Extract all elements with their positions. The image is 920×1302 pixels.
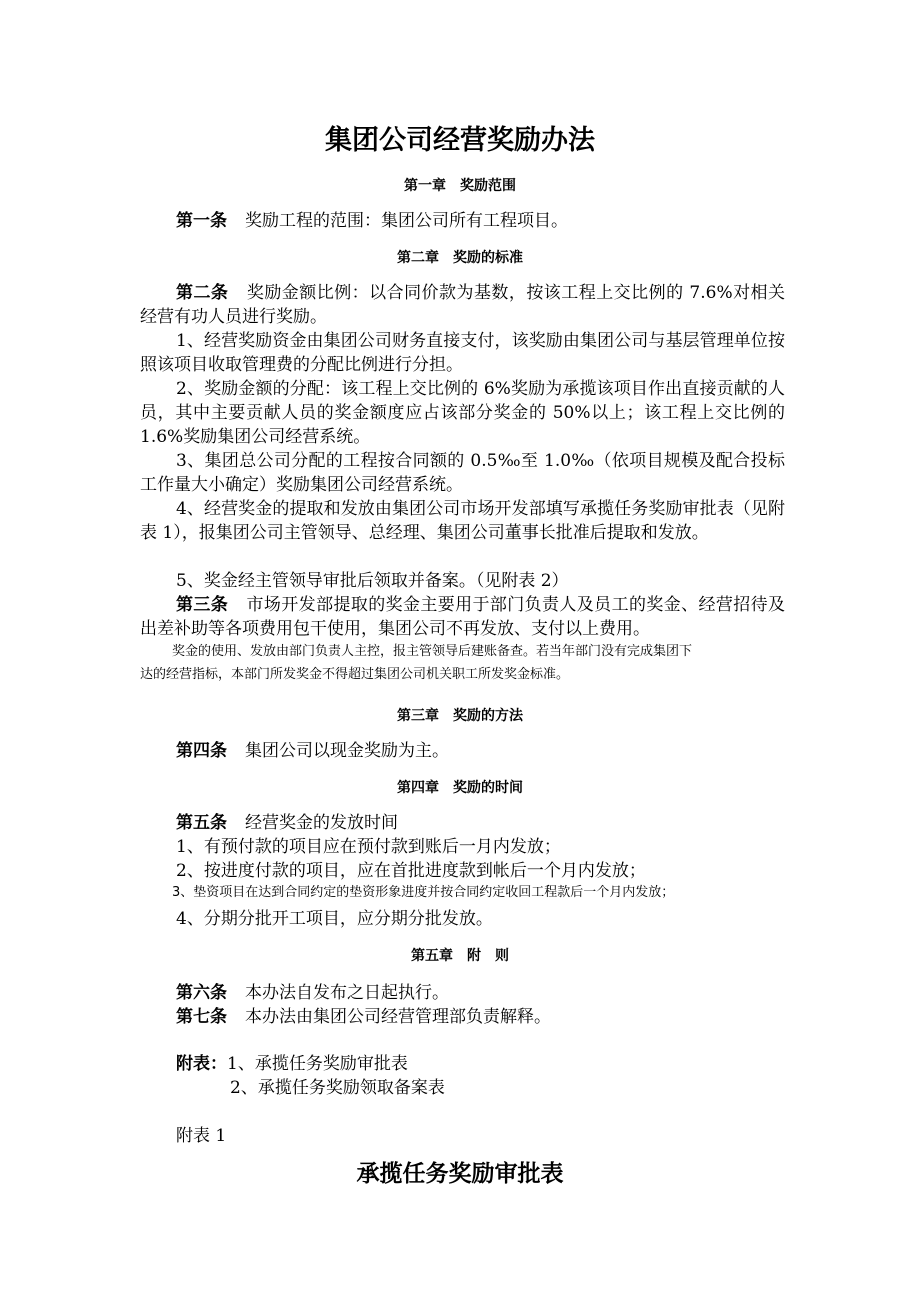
article-5 [176,811,398,835]
chapter-4-heading: 第四章 奖励的时间 [397,780,523,796]
chapter-1-heading: 第一章 奖励范围 [404,178,516,194]
article-7-text: 本办法由集团公司经营管理部负责解释。 [245,1007,551,1027]
article-3-note-line-2: 达的经营指标，本部门所发奖金不得超过集团公司机关职工所发奖金标准。 [140,667,570,682]
article-2-item-1: 1、经营奖励资金由集团公司财务直接支付，该奖励由集团公司与基层管理单位按照该项目收取管理费的分配比例进行分担。 [140,331,785,375]
appendix-label: 附表 1 [176,1126,227,1146]
article-6-label: 第六条 [176,983,227,1003]
article-4-text: 集团公司以现金奖励为主。 [245,741,449,761]
chapter-2-heading: 第二章 奖励的标准 [397,250,523,266]
article-2-text: 奖励金额比例：以合同价款为基数，按该工程上交比例的 7.6%对相关经营有功人员进行奖励。 [140,283,786,327]
article-7-label: 第七条 [176,1007,227,1027]
attachment-item-2: 2、承揽任务奖励领取备案表 [230,1078,445,1098]
article-5-item-4: 4、分期分批开工项目，应分期分批发放。 [176,909,493,929]
article-6-text: 本办法自发布之日起执行。 [245,983,449,1003]
article-2 [140,281,785,329]
article-5-item-1: 1、有预付款的项目应在预付款到账后一月内发放； [176,837,561,857]
article-5-label: 第五条 [176,813,227,833]
article-3-note-line-1: 奖金的使用、发放由部门负责人主控，报主管领导后建账备查。若当年部门没有完成集团下 [172,644,693,659]
article-1-text: 奖励工程的范围：集团公司所有工程项目。 [245,211,568,231]
document-title: 集团公司经营奖励办法 [325,125,595,156]
article-2-item-2: 2、奖励金额的分配：该工程上交比例的 6%奖励为承揽该项目作出直接贡献的人员，其中主要贡献人员的奖金额度应占该部分奖金的 50%以上；该工程上交比例的 1.6%奖励集团公司经营系统。 [140,379,785,447]
article-7 [176,1005,551,1029]
article-2-label: 第二条 [176,283,229,303]
attachments-label: 附表： [176,1054,227,1074]
article-1 [176,209,568,233]
attachments-list [176,1052,408,1076]
article-5-item-2: 2、按进度付款的项目，应在首批进度款到帐后一个月内发放； [176,861,646,881]
article-3-text: 市场开发部提取的奖金主要用于部门负责人及员工的奖金、经营招待及出差补助等各项费用包干使用，集团公司不再发放、支付以上费用。 [140,595,786,639]
attachment-item-1: 1、承揽任务奖励审批表 [227,1054,408,1074]
article-1-label: 第一条 [176,211,227,231]
article-3-label: 第三条 [176,595,229,615]
article-5-text: 经营奖金的发放时间 [245,813,398,833]
article-2-item-3: 3、集团总公司分配的工程按合同额的 0.5‰至 1.0‰（依项目规模及配合投标工作量大小确定）奖励集团公司经营系统。 [140,451,785,495]
article-4 [176,739,449,763]
article-2-item-4: 4、经营奖金的提取和发放由集团公司市场开发部填写承揽任务奖励审批表（见附表 1），报集团公司主管领导、总经理、集团公司董事长批准后提取和发放。 [140,499,785,543]
article-4-label: 第四条 [176,741,227,761]
article-3 [140,593,785,641]
chapter-5-heading: 第五章 附 则 [411,948,509,964]
article-2-item-5: 5、奖金经主管领导审批后领取并备案。（见附表 2） [176,571,569,591]
appendix-title: 承揽任务奖励审批表 [356,1161,564,1187]
article-6 [176,981,449,1005]
article-5-item-3: 3、垫资项目在达到合同约定的垫资形象进度并按合同约定收回工程款后一个月内发放； [172,885,675,900]
chapter-3-heading: 第三章 奖励的方法 [397,708,523,724]
